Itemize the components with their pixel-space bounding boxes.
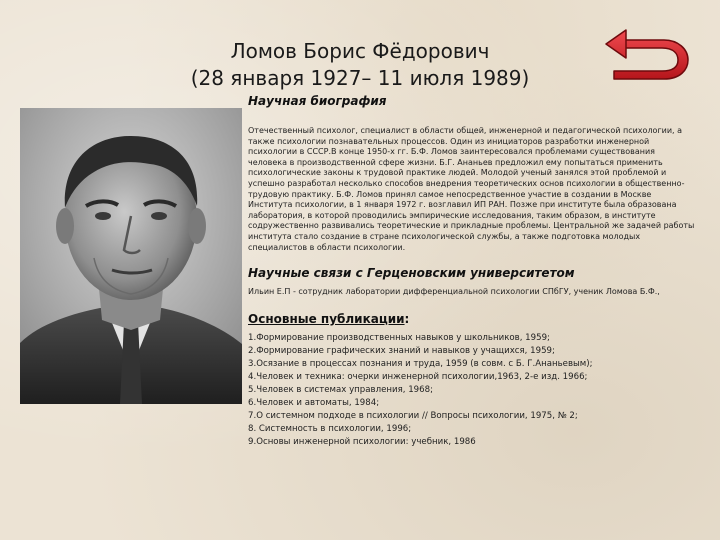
bio-text: Отечественный психолог, специалист в области общей, инженерной и педагогической психологии, а также психологии познавательных процессов. Один из инициаторов разработки инженерной психологии в СССР.В конце 1950-х гг. Б.Ф. Ломов заинтересовался проблемами существования человека в производственной сфере жизни. Б.Г. Ананьев предложил ему попытаться применить психологические законы к трудовой практике людей. Молодой ученый занялся этой проблемой и успешно разработал несколько способов внедрения теоретических основ психологии в общественно-трудовую практику. Б.Ф. Ломов принял самое непосредственное участие в создании в Москве Института психологии, в 1 января 1972 г. возглавил ИП РАН. Позже при институте была образована лаборатория, в которой проводились эмпирические исследования, таким образом, в институте содружественно развивались теоретические и прикладные проблемы. Центральной же задачей работы института стало создание в стране психологической службы, а также подготовка молодых специалистов в области психологии. bbox=[248, 126, 695, 252]
publication-item: 7.О системном подходе в психологии // Вопросы психологии, 1975, № 2; bbox=[248, 411, 578, 422]
publications-heading bbox=[248, 312, 700, 326]
publication-item: 5.Человек в системах управления, 1968; bbox=[248, 385, 433, 396]
content-column bbox=[248, 94, 700, 450]
publication-item: 3.Осязание в процессах познания и труда, 1959 (в совм. с Б. Г.Ананьевым); bbox=[248, 358, 593, 369]
links-heading: Научные связи с Герценовским университетом bbox=[248, 266, 575, 281]
publications-heading-colon: : bbox=[404, 311, 410, 326]
bio-heading: Научная биография bbox=[248, 94, 387, 108]
publications-list bbox=[248, 332, 700, 450]
person-name: Ломов Борис Фёдорович bbox=[230, 39, 490, 63]
publication-item: 6.Человек и автоматы, 1984; bbox=[248, 398, 380, 409]
back-button[interactable] bbox=[604, 26, 690, 84]
curved-return-arrow-icon bbox=[604, 26, 690, 84]
portrait-photo bbox=[20, 108, 242, 404]
publication-item: 4.Человек и техника: очерки инженерной психологии,1963, 2-е изд. 1966; bbox=[248, 372, 588, 382]
life-dates: (28 января 1927– 11 июля 1989) bbox=[190, 66, 530, 90]
publication-item: 2.Формирование графических знаний и навыков у учащихся, 1959; bbox=[248, 345, 555, 356]
publication-item: 8. Системность в психологии, 1996; bbox=[248, 424, 412, 435]
publication-item: 9.Основы инженерной психологии: учебник, 1986 bbox=[248, 437, 476, 448]
publication-item: 1.Формирование производственных навыков у школьников, 1959; bbox=[248, 332, 550, 343]
publications-heading-text: Основные публикации bbox=[248, 311, 405, 326]
slide-title bbox=[160, 38, 560, 92]
links-text: Ильин Е.П - сотрудник лаборатории дифференциальной психологии СПбГУ, ученик Ломова Б.Ф., bbox=[248, 287, 660, 297]
